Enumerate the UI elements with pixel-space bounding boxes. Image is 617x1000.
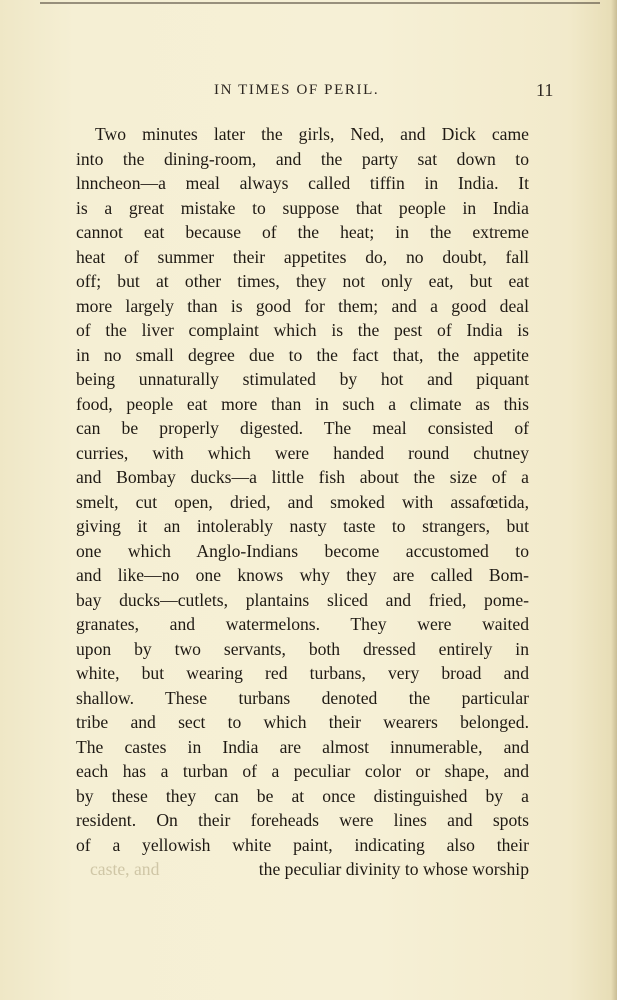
text-line: is a great mistake to suppose that people in India bbox=[76, 197, 529, 218]
page-number: 11 bbox=[536, 80, 554, 100]
text-line: tribe and sect to which their wearers belonged. bbox=[76, 712, 529, 732]
text-line: more largely than is good for them; and a good deal bbox=[76, 295, 529, 316]
text-line: by these they can be at once distinguished by a bbox=[76, 785, 529, 806]
text-line: and like—no one knows why they are called Bom- bbox=[76, 565, 529, 585]
text-line: and Bombay ducks—a little fish about the size of a bbox=[76, 467, 529, 487]
text-line: granates, and watermelons. They were waited bbox=[76, 614, 529, 634]
running-title: IN TIMES OF PERIL. bbox=[214, 82, 380, 98]
faded-bleed-text: caste, and bbox=[90, 859, 160, 879]
text-line: Two minutes later the girls, Ned, and Dick came bbox=[95, 124, 529, 144]
text-line: curries, with which were handed round chutney bbox=[76, 442, 529, 463]
text-line: in no small degree due to the fact that, the appetite bbox=[76, 344, 529, 365]
text-line: shallow. These turbans denoted the particular bbox=[76, 687, 529, 708]
text-line: of the liver complaint which is the pest of India is bbox=[76, 320, 529, 340]
body-text bbox=[76, 122, 529, 882]
text-line: resident. On their foreheads were lines and spots bbox=[76, 810, 529, 830]
page-header bbox=[0, 80, 617, 106]
text-line: of a yellowish white paint, indicating also their bbox=[76, 834, 529, 855]
text-line: The castes in India are almost innumerable, and bbox=[76, 736, 529, 757]
text-line: each has a turban of a peculiar color or shape, and bbox=[76, 761, 529, 781]
text-line: the peculiar divinity to whose worship bbox=[258, 859, 529, 879]
text-line: one which Anglo-Indians become accustomed to bbox=[76, 540, 529, 561]
text-line: cannot eat because of the heat; in the extreme bbox=[76, 222, 529, 242]
text-line: being unnaturally stimulated by hot and piquant bbox=[76, 369, 529, 389]
page-edge-shadow bbox=[611, 0, 617, 1000]
text-line: giving it an intolerably nasty taste to strangers, but bbox=[76, 516, 529, 536]
top-border-rule bbox=[40, 2, 600, 4]
text-line: smelt, cut open, dried, and smoked with assafœtida, bbox=[76, 491, 529, 512]
text-line: heat of summer their appetites do, no doubt, fall bbox=[76, 246, 529, 267]
text-line: food, people eat more than in such a climate as this bbox=[76, 393, 529, 414]
text-line: into the dining-room, and the party sat down to bbox=[76, 148, 529, 169]
text-line: bay ducks—cutlets, plantains sliced and fried, pome- bbox=[76, 589, 529, 610]
text-line: white, but wearing red turbans, very broad and bbox=[76, 663, 529, 683]
text-line: upon by two servants, both dressed entirely in bbox=[76, 638, 529, 659]
text-line: off; but at other times, they not only eat, but eat bbox=[76, 271, 529, 291]
final-line bbox=[76, 857, 529, 882]
text-line: lnncheon—a meal always called tiffin in India. It bbox=[76, 173, 529, 193]
text-line: can be properly digested. The meal consisted of bbox=[76, 418, 529, 438]
